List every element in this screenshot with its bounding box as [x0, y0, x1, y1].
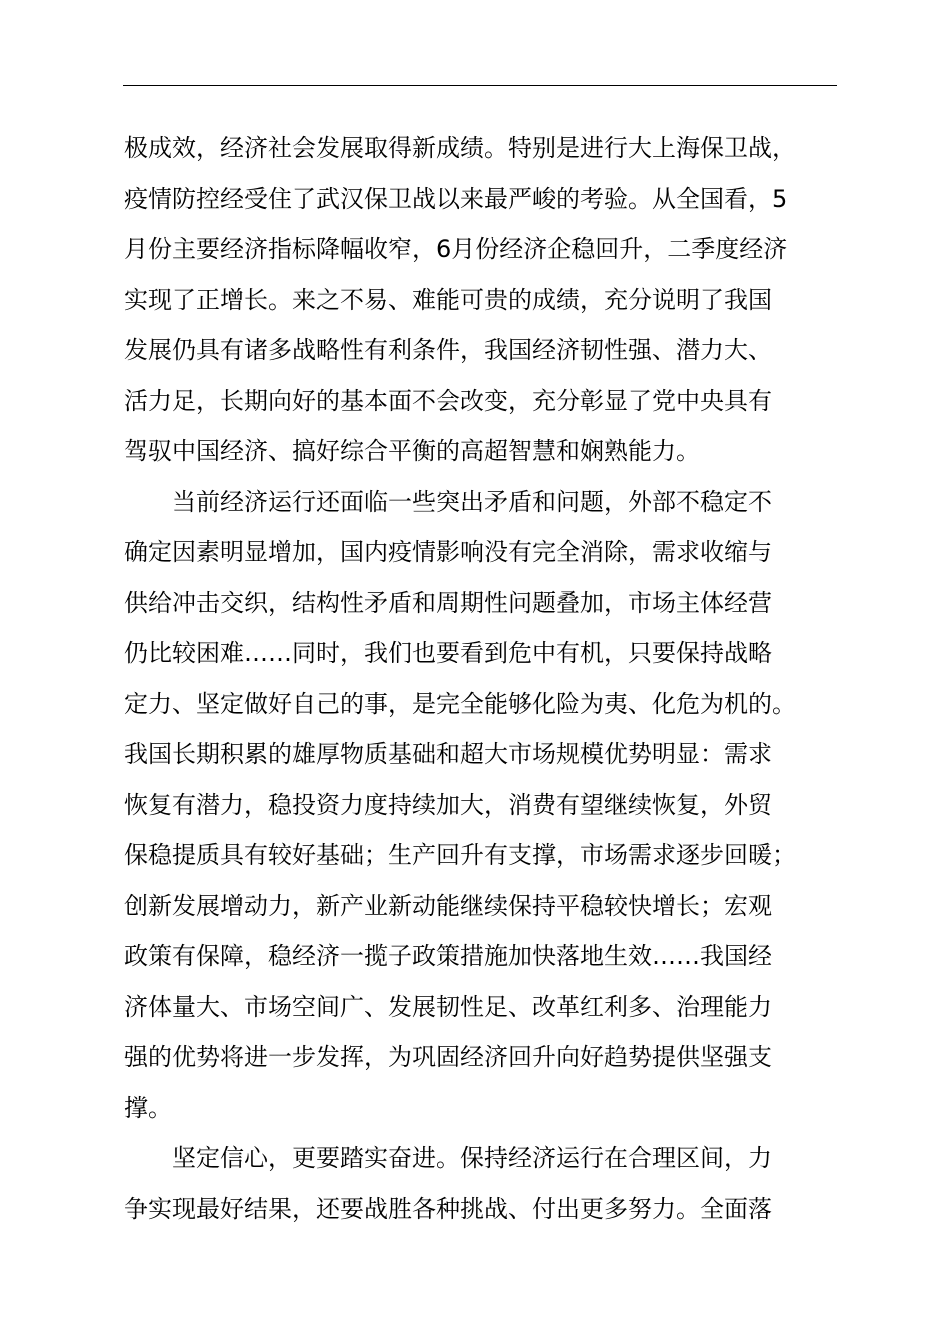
text-line: 月份主要经济指标降幅收窄，6月份经济企稳回升，二季度经济 [124, 235, 788, 263]
text-line: 保稳提质具有较好基础；生产回升有支撑，市场需求逐步回暖； [124, 841, 796, 869]
text-line: 政策有保障，稳经济一揽子政策措施加快落地生效……我国经 [124, 942, 772, 970]
paragraph-start-line: 当前经济运行还面临一些突出矛盾和问题，外部不稳定不 [172, 487, 772, 516]
text-line: 供给冲击交织，结构性矛盾和周期性问题叠加，市场主体经营 [124, 588, 772, 617]
text-line: 实现了正增长。来之不易、难能可贵的成绩，充分说明了我国 [124, 285, 772, 314]
text-line: 撑。 [124, 1093, 172, 1122]
text-line: 驾驭中国经济、搞好综合平衡的高超智慧和娴熟能力。 [124, 437, 700, 465]
body-text [124, 123, 838, 1234]
text-line: 确定因素明显增加，国内疫情影响没有完全消除，需求收缩与 [124, 538, 772, 566]
text-line: 强的优势将进一步发挥，为巩固经济回升向好趋势提供坚强支 [124, 1043, 772, 1071]
text-line: 济体量大、市场空间广、发展韧性足、改革红利多、治理能力 [124, 992, 772, 1021]
text-line: 创新发展增动力，新产业新动能继续保持平稳较快增长；宏观 [124, 891, 772, 920]
text-line: 恢复有潜力，稳投资力度持续加大，消费有望继续恢复，外贸 [124, 790, 772, 819]
text-line: 极成效，经济社会发展取得新成绩。特别是进行大上海保卫战， [124, 134, 796, 162]
header-rule [123, 85, 837, 86]
text-line: 争实现最好结果，还要战胜各种挑战、付出更多努力。全面落 [124, 1194, 772, 1223]
paragraph-start-line: 坚定信心，更要踏实奋进。保持经济运行在合理区间，力 [172, 1144, 772, 1172]
text-line: 我国长期积累的雄厚物质基础和超大市场规模优势明显：需求 [124, 740, 772, 768]
text-line: 仍比较困难……同时，我们也要看到危中有机，只要保持战略 [124, 639, 772, 667]
text-line: 发展仍具有诸多战略性有利条件，我国经济韧性强、潜力大、 [124, 336, 772, 364]
text-line: 疫情防控经受住了武汉保卫战以来最严峻的考验。从全国看，5 [124, 184, 788, 213]
text-line: 活力足，长期向好的基本面不会改变，充分彰显了党中央具有 [124, 386, 772, 415]
text-line: 定力、坚定做好自己的事，是完全能够化险为夷、化危为机的。 [124, 689, 796, 718]
